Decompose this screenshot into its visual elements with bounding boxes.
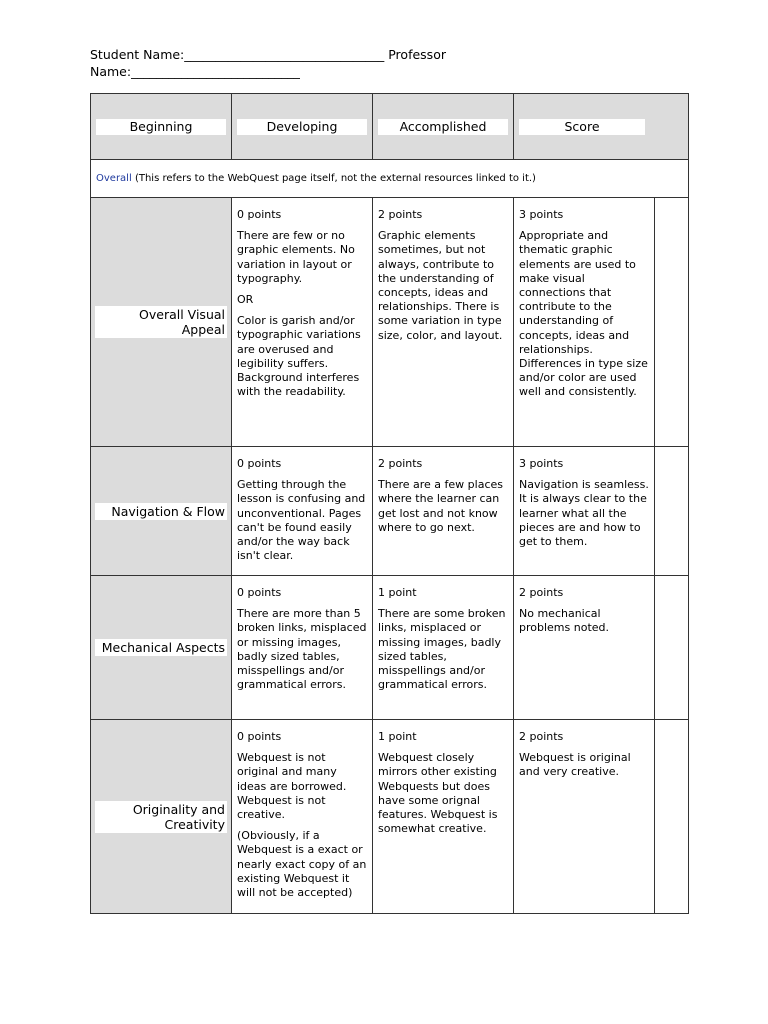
column-header-cell — [514, 94, 689, 160]
overall-note: (This refers to the WebQuest page itself, not the external resources linked to it.) — [134, 173, 536, 184]
description-text: Navigation is seamless. It is always clear to the learner what all the pieces are and how to get to them. — [519, 478, 649, 549]
developing-description-cell — [373, 198, 514, 447]
beginning-description-cell — [232, 576, 373, 720]
description-text: Webquest is not original and many ideas are borrowed. Webquest is not creative. — [237, 751, 347, 822]
points-label: 3 points — [519, 208, 564, 221]
overall-row — [91, 160, 689, 198]
overall-note-cell — [91, 160, 689, 198]
score-cell[interactable] — [655, 447, 689, 576]
description-text: (Obviously, if a Webquest is a exact or nearly exact copy of an existing Webquest it will not be accepted) — [237, 829, 367, 900]
criterion-label: Originality and Creativity — [95, 801, 227, 833]
points-label: 2 points — [378, 208, 423, 221]
criterion-label-cell — [91, 720, 232, 914]
points-label: 1 point — [378, 730, 417, 743]
points-label: 2 points — [519, 730, 564, 743]
column-header-score: Score — [519, 119, 645, 135]
description-text: Color is garish and/or typographic variations are overused and legibility suffers. Background interferes with the readability. — [237, 314, 361, 399]
points-label: 1 point — [378, 586, 417, 599]
description-text: Webquest is original and very creative. — [519, 751, 631, 779]
points-label: 0 points — [237, 457, 282, 470]
points-label: 0 points — [237, 586, 282, 599]
criterion-label: Mechanical Aspects — [95, 639, 227, 656]
header-row — [91, 94, 689, 160]
column-header-cell — [91, 94, 232, 160]
accomplished-description-cell — [514, 720, 655, 914]
beginning-description-cell — [232, 447, 373, 576]
overall-link[interactable]: Overall — [96, 173, 132, 184]
criterion-row-overall-visual-appeal — [91, 198, 689, 447]
points-label: 3 points — [519, 457, 564, 470]
column-header-developing: Developing — [237, 119, 367, 135]
description-text: OR — [237, 293, 254, 307]
criterion-label: Overall Visual Appeal — [95, 306, 227, 338]
developing-description-cell — [373, 576, 514, 720]
score-cell[interactable] — [655, 576, 689, 720]
criterion-label-cell — [91, 447, 232, 576]
description-text: There are a few places where the learner can get lost and not know where to go next. — [378, 478, 503, 534]
points-label: 2 points — [519, 586, 564, 599]
column-header-accomplished: Accomplished — [378, 119, 508, 135]
description-text: Webquest closely mirrors other existing Webquests but does have some orignal features. Webquest is somewhat creative. — [378, 751, 498, 836]
description-text: Appropriate and thematic graphic elements are used to make visual connections that contribute to the understanding of concepts, ideas and relationships. Differences in type size and/or color are used well and consistently. — [519, 229, 648, 399]
accomplished-description-cell — [514, 576, 655, 720]
description-text: Graphic elements sometimes, but not always, contribute to the understanding of concepts, ideas and relationships. There is some variation in type size, color, and layout. — [378, 229, 503, 342]
beginning-description-cell — [232, 720, 373, 914]
points-label: 0 points — [237, 730, 282, 743]
rubric-table — [90, 93, 689, 914]
column-header-cell — [232, 94, 373, 160]
student-professor-name-line: Student Name:________________________________ Professor — [90, 47, 446, 62]
description-text: There are few or no graphic elements. No variation in layout or typography. — [237, 229, 355, 285]
criterion-row-mechanical-aspects — [91, 576, 689, 720]
column-header-cell — [373, 94, 514, 160]
description-text: There are more than 5 broken links, misplaced or missing images, badly sized tables, misspellings and/or grammatical errors. — [237, 607, 367, 692]
criterion-label-cell — [91, 576, 232, 720]
score-cell[interactable] — [655, 198, 689, 447]
developing-description-cell — [373, 720, 514, 914]
description-text: No mechanical problems noted. — [519, 607, 610, 635]
criterion-label: Navigation & Flow — [95, 503, 227, 520]
criterion-label-cell — [91, 198, 232, 447]
column-header-beginning: Beginning — [96, 119, 226, 135]
score-cell[interactable] — [655, 720, 689, 914]
name-line: Name:___________________________ — [90, 64, 300, 79]
rubric-body — [91, 198, 689, 914]
criterion-row-originality-and-creativity — [91, 720, 689, 914]
accomplished-description-cell — [514, 447, 655, 576]
points-label: 2 points — [378, 457, 423, 470]
accomplished-description-cell — [514, 198, 655, 447]
description-text: There are some broken links, misplaced or missing images, badly sized tables, misspellings and/or grammatical errors. — [378, 607, 506, 692]
criterion-row-navigation-flow — [91, 447, 689, 576]
document-header — [90, 46, 510, 80]
points-label: 0 points — [237, 208, 282, 221]
developing-description-cell — [373, 447, 514, 576]
description-text: Getting through the lesson is confusing and unconventional. Pages can't be found easily and/or the way back isn't clear. — [237, 478, 366, 563]
beginning-description-cell — [232, 198, 373, 447]
